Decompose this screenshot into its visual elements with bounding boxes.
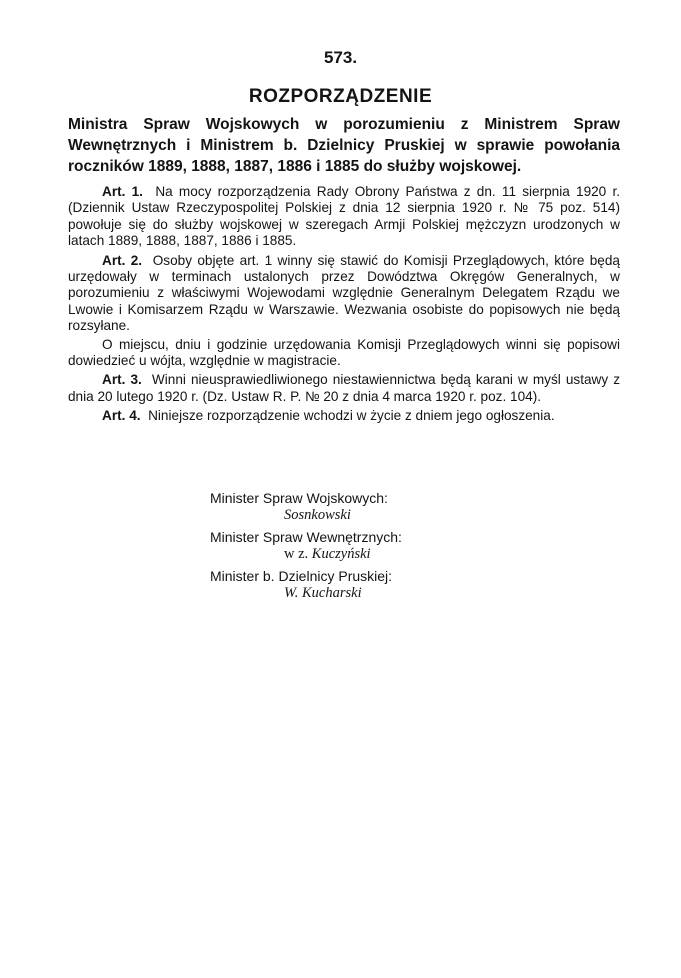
signature-role: Minister Spraw Wewnętrznych: [210,529,402,545]
articles-section [68,184,620,428]
signature-name: W. Kucharski [284,584,362,601]
signature-name: Sosnkowski [284,506,351,523]
article-4-label: Art. 4. [102,408,141,424]
article-4 [68,408,620,424]
document-subtitle: Ministra Spraw Wojskowych w porozumieniu z Ministrem Spraw Wewnętrznych i Ministrem b. Dzielnicy Pruskiej w sprawie powołania roczników 1889, 1888, 1887, 1886 i 1885 do służby wojskowej. [68,116,620,175]
signature-prefix: w z. [284,545,312,562]
signature-role: Minister Spraw Wojskowych: [210,490,388,506]
article-2 [68,253,620,335]
signature-line [210,546,510,563]
article-3 [68,372,620,405]
signature-block-interior [210,529,510,562]
document-title: ROZPORZĄDZENIE [248,86,433,107]
article-2-continuation: O miejscu, dniu i godzinie urzędowania Komisji Przeglądowych winni się popisowi dowiedzieć u wójta, względnie w magistracie. [68,336,620,369]
signature-role: Minister b. Dzielnicy Pruskiej: [210,568,393,584]
article-1-text: Na mocy rozporządzenia Rady Obrony Państwa z dn. 11 sierpnia 1920 r. (Dziennik Ustaw Rzeczypospolitej Polskiej z dnia 12 sierpnia 1920 r. № 75 poz. 514) powołuje się do służby wojskowej w szeregach Armji Polskiej mężczyzn urodzonych w latach 1889, 1888, 1887, 1886 i 1885. [68,184,620,249]
page-number: 573. [323,48,358,67]
signature-block-military [210,490,510,523]
article-2-text: Osoby objęte art. 1 winny się stawić do Komisji Przeglądowych, które będą urzędowały w terminach ustalonych przez Dowództwa Okręgów Generalnych, w porozumieniu z właściwymi Wojewodami względnie Generalnym Delegatem Rządu we Lwowie i Komisarzem Rządu w Warszawie. Wezwania osobiste do popisowych nie będą rozsyłane. [68,252,620,334]
article-4-text: Niniejsze rozporządzenie wchodzi w życie z dniem jego ogłoszenia. [148,408,555,424]
signatures-section [210,490,510,607]
signature-name: Kuczyński [311,545,371,562]
article-1-label: Art. 1. [102,184,143,199]
article-1 [68,184,620,250]
article-3-label: Art. 3. [102,372,142,388]
article-2-label: Art. 2. [102,252,143,268]
signature-block-prussia [210,568,510,601]
article-3-text: Winni nieusprawiedliwionego niestawiennictwa będą karani w myśl ustawy z dnia 20 lutego 1920 r. (Dz. Ustaw R. P. № 20 z dnia 4 marca 1920 r. poz. 104). [68,372,620,404]
